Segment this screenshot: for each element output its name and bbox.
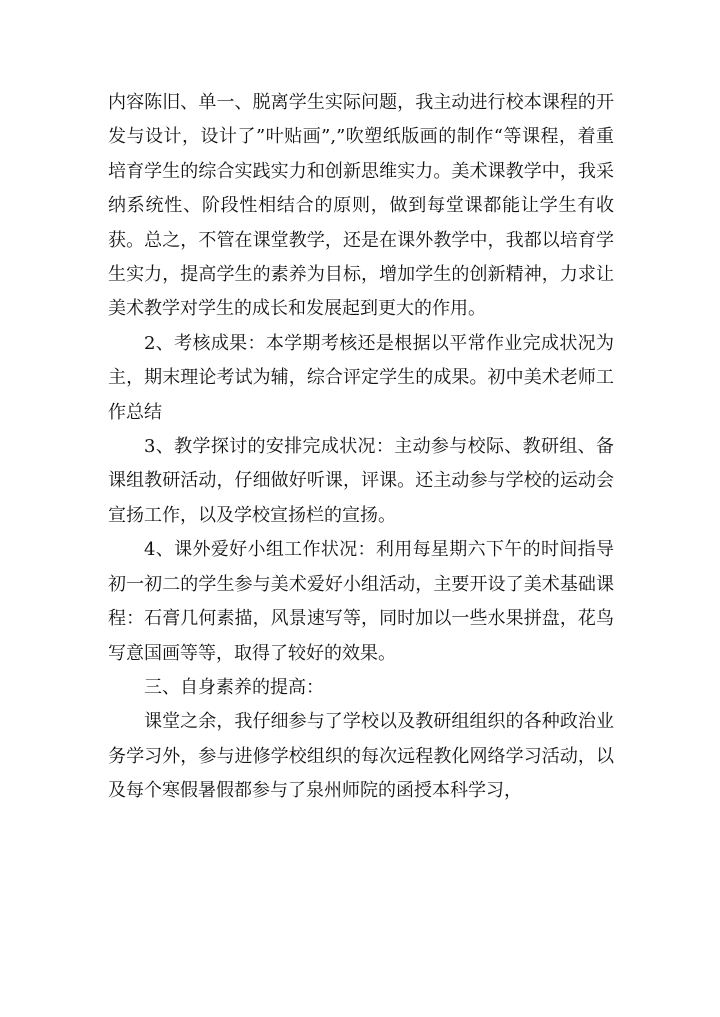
paragraph-assessment-results: 2、考核成果：本学期考核还是根据以平常作业完成状况为主，期末理论考试为辅，综合评定学生的成果。初中美术老师工作总结 — [108, 332, 614, 423]
document-body — [108, 86, 614, 809]
paragraph-interest-group: 4、课外爱好小组工作状况：利用每星期六下午的时间指导初一初二的学生参与美术爱好小组活动，主要开设了美术基础课程：石膏几何素描，风景速写等，同时加以一些水果拼盘，花鸟写意国画等等，取得了较好的效果。 — [108, 539, 614, 664]
paragraph-teaching-research: 3、教学探讨的安排完成状况：主动参与校际、教研组、备课组教研活动，仔细做好听课，评课。还主动参与学校的运动会宣扬工作，以及学校宣扬栏的宣扬。 — [108, 436, 614, 526]
section-heading-self-improvement: 三、自身素养的提高： — [144, 676, 324, 698]
paragraph-study-activities: 课堂之余，我仔细参与了学校以及教研组组织的各种政治业务学习外，参与进修学校组织的每次远程教化网络学习活动，以及每个寒假暑假都参与了泉州师院的函授本科学习， — [108, 711, 614, 802]
paragraph-curriculum-development: 内容陈旧、单一、脱离学生实际问题，我主动进行校本课程的开发与设计，设计了”叶贴画”,”吹塑纸版画的制作“等课程，着重培育学生的综合实践实力和创新思维实力。美术课教学中，我采纳系统性、阶段性相结合的原则，做到每堂课都能让学生有收获。总之，不管在课堂教学，还是在课外教学中，我都以培育学生实力，提高学生的素养为目标，增加学生的创新精神，力求让美术教学对学生的成长和发展起到更大的作用。 — [108, 92, 614, 320]
